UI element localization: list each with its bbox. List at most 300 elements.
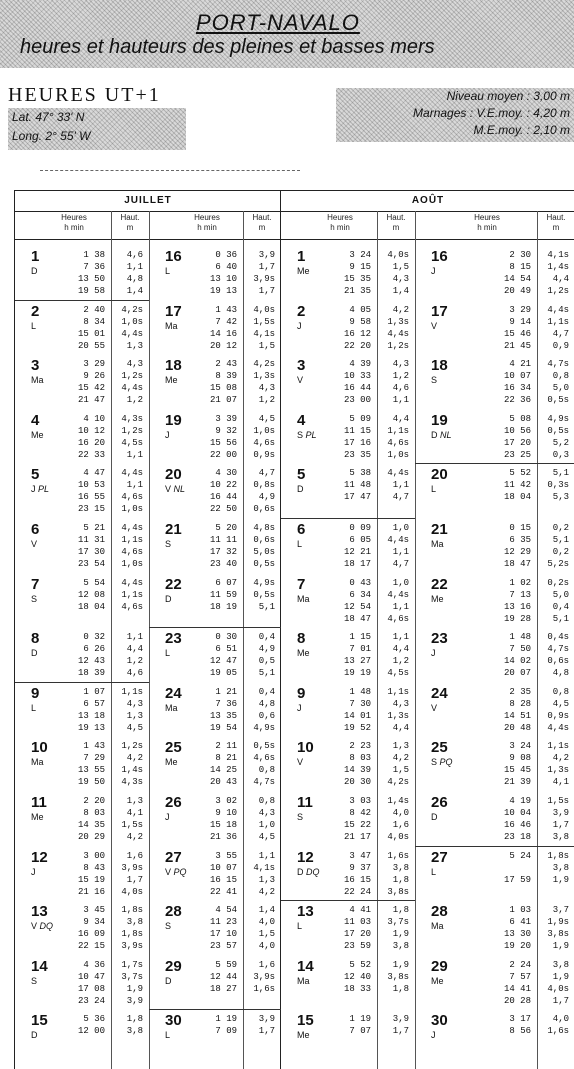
weekday: Me xyxy=(297,648,310,659)
height-column-divider xyxy=(243,211,244,1069)
tide-times: 1 07 6 57 13 18 19 13 xyxy=(77,686,105,733)
tide-times: 6 07 11 59 18 19 xyxy=(209,577,237,612)
weekday: D xyxy=(297,484,304,495)
day-label xyxy=(297,850,327,878)
day-label xyxy=(297,1013,327,1041)
tide-heights: 0,5s 4,6s 0,8 4,7s xyxy=(253,741,275,788)
weekday: Ma xyxy=(297,593,310,604)
weekday: J xyxy=(297,702,302,713)
month-header-juillet: JUILLET xyxy=(15,191,281,212)
weekday: V xyxy=(431,320,438,331)
weekday: D xyxy=(165,593,172,604)
day-number: 19 xyxy=(165,411,182,429)
day-number: 25 xyxy=(165,739,182,757)
weekday: J xyxy=(431,266,436,276)
week-separator xyxy=(15,300,149,301)
day-number: 27 xyxy=(431,848,448,866)
day-number: 15 xyxy=(297,1012,314,1030)
day-label xyxy=(431,522,461,550)
day-label xyxy=(165,904,195,932)
tide-times: 5 52 11 42 18 04 xyxy=(503,468,531,503)
day-number: 9 xyxy=(297,684,306,702)
day-label xyxy=(297,959,327,987)
tide-heights: 1,3 4,1 1,5s 4,2 xyxy=(121,796,143,842)
day-number: 30 xyxy=(165,1012,182,1030)
day-number: 2 xyxy=(297,302,306,320)
day-label xyxy=(297,577,327,605)
tide-times: 4 10 10 12 16 20 22 33 xyxy=(77,413,105,460)
col-header-haut: Haut. m xyxy=(120,213,140,232)
tide-times: 4 30 10 22 16 44 22 50 xyxy=(209,468,237,515)
tide-times: 5 52 12 40 18 33 xyxy=(343,959,371,994)
tide-times: 1 19 7 09 xyxy=(215,1014,237,1037)
weekday: Me xyxy=(165,375,178,386)
tide-heights: 0,4 4,8 0,6 4,9s xyxy=(253,686,275,733)
week-separator xyxy=(281,900,415,901)
tide-times: 3 03 8 42 15 22 21 17 xyxy=(343,796,371,842)
weekday: J xyxy=(31,866,36,877)
weekday: D xyxy=(431,812,438,822)
levels-box xyxy=(336,88,574,142)
tide-times: 2 43 8 39 15 08 21 07 xyxy=(209,359,237,406)
tide-heights: 4,0s 1,5s 4,1s 1,5 xyxy=(253,304,275,351)
day-number: 3 xyxy=(31,357,40,375)
tide-times: 1 15 7 01 13 27 19 19 xyxy=(343,632,371,679)
weekday: Me xyxy=(31,812,44,822)
day-number: 20 xyxy=(431,466,448,484)
tide-times: 3 00 8 43 15 19 21 16 xyxy=(77,850,105,897)
day-number: 20 xyxy=(165,466,182,484)
day-label xyxy=(31,904,61,932)
coordinates-box xyxy=(8,108,186,150)
month-header-aout: AOÛT xyxy=(281,191,574,212)
tide-heights: 1,0 4,4s 1,1 4,6s xyxy=(387,577,409,624)
weekday: Me xyxy=(297,266,310,276)
moon-phase: NL xyxy=(437,429,452,440)
group-divider xyxy=(149,211,150,1069)
day-label xyxy=(431,413,461,441)
weekday: S xyxy=(431,757,438,768)
day-label xyxy=(431,959,461,987)
tide-times: 3 45 9 34 16 09 22 15 xyxy=(77,905,105,952)
day-number: 28 xyxy=(165,903,182,921)
day-number: 4 xyxy=(31,411,40,429)
tide-times: 4 54 11 23 17 10 23 57 xyxy=(209,905,237,952)
tide-times: 5 09 11 15 17 16 23 35 xyxy=(343,413,371,460)
weekday: L xyxy=(431,484,437,495)
day-number: 14 xyxy=(31,957,48,975)
height-column-divider xyxy=(111,211,112,1069)
day-label xyxy=(431,304,461,332)
tide-times: 2 35 8 28 14 51 20 48 xyxy=(503,686,531,733)
tide-times: 3 29 9 26 15 42 21 47 xyxy=(77,359,105,406)
tide-heights: 1,1s 4,3 1,3s 4,4 xyxy=(387,686,409,733)
day-label xyxy=(31,850,61,878)
day-number: 13 xyxy=(31,903,48,921)
tide-heights: 3,9 1,7 xyxy=(392,1014,409,1037)
day-number: 21 xyxy=(165,521,182,538)
tide-heights: 0,4s 4,7s 0,6s 4,8 xyxy=(547,632,569,679)
weekday: V xyxy=(431,702,438,713)
weekday: D xyxy=(297,866,304,877)
day-number: 22 xyxy=(431,575,448,593)
weekday: J xyxy=(431,1030,436,1041)
moon-phase: PL xyxy=(303,429,317,440)
weekday: J xyxy=(165,812,170,822)
day-label xyxy=(431,577,461,605)
tide-heights: 1,1s 4,2 1,3s 4,1 xyxy=(547,741,569,788)
tide-heights: 4,7 0,8s 4,9 0,6s xyxy=(253,468,275,515)
tide-heights: 1,6 3,9s 1,6s xyxy=(253,959,275,994)
tide-heights: 4,7s 0,8 5,0 0,5s xyxy=(547,359,569,406)
tide-heights: 1,6 3,9s 1,7 4,0s xyxy=(121,850,143,897)
weekday: J xyxy=(31,484,36,495)
day-number: 6 xyxy=(297,521,306,538)
col-header-heures: Heures h min xyxy=(327,213,353,232)
tide-heights: 1,2s 4,2 1,4s 4,3s xyxy=(121,741,143,788)
day-label xyxy=(165,577,195,605)
weekday: L xyxy=(297,921,303,932)
tide-times: 3 39 9 32 15 56 22 00 xyxy=(209,413,237,460)
day-label xyxy=(31,577,61,605)
day-number: 21 xyxy=(431,521,448,538)
day-number: 3 xyxy=(297,357,306,375)
day-label xyxy=(431,631,461,659)
day-number: 4 xyxy=(297,411,306,429)
tide-times: 4 36 10 47 17 08 23 24 xyxy=(77,959,105,1006)
tide-heights: 4,1s 1,4s 4,4 1,2s xyxy=(547,250,569,296)
tide-heights: 1,8 3,7s 1,9 3,8 xyxy=(387,905,409,952)
weekday: V xyxy=(297,757,304,768)
tide-times: 2 11 8 21 14 25 20 43 xyxy=(209,741,237,788)
day-number: 27 xyxy=(165,848,182,866)
moon-phase: NL xyxy=(171,484,186,495)
day-number: 17 xyxy=(431,302,448,320)
tide-heights: 1,1 4,4 1,2 4,6 xyxy=(126,632,143,679)
tide-heights: 1,1 4,4 1,2 4,5s xyxy=(387,632,409,679)
tide-times: 3 24 9 15 15 35 21 35 xyxy=(343,250,371,296)
tide-heights: 3,9 1,7 xyxy=(258,1014,275,1037)
tide-times: 3 47 9 37 16 15 22 24 xyxy=(343,850,371,897)
day-label xyxy=(431,795,461,823)
day-number: 9 xyxy=(31,684,40,702)
tide-heights: 4,4s 1,1 4,6s 1,0s xyxy=(121,468,143,515)
tide-heights: 4,3 1,2 4,6 1,1 xyxy=(392,359,409,406)
tide-times: 5 54 12 08 18 04 xyxy=(77,577,105,612)
weekday: D xyxy=(31,648,38,659)
niveau-moyen: Niveau moyen : 3,00 m xyxy=(446,89,570,103)
day-number: 19 xyxy=(431,411,448,429)
tide-heights: 4,5 1,0s 4,6s 0,9s xyxy=(253,413,275,460)
day-number: 2 xyxy=(31,302,40,320)
tide-heights: 4,4s 1,1s 4,6s 1,0s xyxy=(121,523,143,569)
tide-times: 2 20 8 03 14 35 20 29 xyxy=(77,796,105,842)
weekday: D xyxy=(165,975,172,986)
tide-table xyxy=(14,190,574,1069)
tide-heights: 4,2 1,3s 4,4s 1,2s xyxy=(387,304,409,351)
tide-times: 0 09 6 05 12 21 18 17 xyxy=(343,523,371,569)
tide-heights: 4,4s 1,1s 4,6s xyxy=(121,577,143,612)
tide-heights: 1,9 3,8s 1,8 xyxy=(387,959,409,994)
longitude: Long. 2° 55' W xyxy=(12,129,91,143)
weekday: L xyxy=(165,1030,171,1041)
week-separator xyxy=(149,627,281,628)
tide-times: 1 03 6 41 13 30 19 20 xyxy=(503,905,531,952)
tide-heights: 1,5s 3,9 1,7 3,8 xyxy=(547,796,569,842)
tide-times: 4 19 10 04 16 46 23 18 xyxy=(503,796,531,842)
tide-heights: 1,4s 4,0 1,6 4,0s xyxy=(387,796,409,842)
tide-heights: 4,6 1,1 4,8 1,4 xyxy=(126,250,143,296)
day-number: 11 xyxy=(31,794,47,811)
week-separator xyxy=(149,1009,281,1010)
day-number: 6 xyxy=(31,521,40,538)
marnages: Marnages : V.E.moy. : 4,20 m xyxy=(413,106,570,120)
col-header-haut: Haut. m xyxy=(386,213,406,232)
day-number: 5 xyxy=(31,466,40,484)
day-label xyxy=(165,249,195,277)
height-column-divider xyxy=(537,211,538,1069)
tide-times: 3 29 9 14 15 46 21 45 xyxy=(503,304,531,351)
weekday: V xyxy=(165,866,172,877)
day-label xyxy=(297,904,327,932)
day-label xyxy=(165,358,195,386)
tide-heights: 1,8s 3,8 1,8s 3,9s xyxy=(121,905,143,952)
tide-times: 3 24 9 08 15 45 21 39 xyxy=(503,741,531,788)
tide-heights: 4,3s 1,2s 4,5s 1,1 xyxy=(121,413,143,460)
day-number: 24 xyxy=(165,684,182,702)
tide-times: 5 59 12 44 18 27 xyxy=(209,959,237,994)
day-number: 14 xyxy=(297,957,314,975)
weekday: Me xyxy=(165,757,178,768)
tide-heights: 4,9s 0,5s 5,2 0,3 xyxy=(547,413,569,460)
weekday: Ma xyxy=(31,757,44,768)
tide-times: 4 47 10 53 16 55 23 15 xyxy=(77,468,105,515)
day-number: 23 xyxy=(431,630,448,648)
tide-times: 1 02 7 13 13 16 19 28 xyxy=(503,577,531,624)
tide-times: 2 23 8 03 14 39 20 30 xyxy=(343,741,371,788)
day-label xyxy=(297,249,327,277)
tide-times: 4 41 11 03 17 20 23 59 xyxy=(343,905,371,952)
weekday: J xyxy=(431,648,436,659)
page-subtitle: heures et hauteurs des pleines et basses mers xyxy=(20,36,435,58)
tide-heights: 4,4 1,1s 4,6s 1,0s xyxy=(387,413,409,460)
day-label xyxy=(165,413,195,441)
day-label xyxy=(31,304,61,332)
day-label xyxy=(431,1013,461,1041)
tide-times: 4 39 10 33 16 44 23 00 xyxy=(343,359,371,406)
divider xyxy=(40,170,300,171)
tide-times: 3 02 9 10 15 18 21 36 xyxy=(209,796,237,842)
day-label xyxy=(431,904,461,932)
tide-times: 4 05 9 58 16 12 22 20 xyxy=(343,304,371,351)
day-number: 12 xyxy=(297,848,314,866)
tide-times: 5 24 17 59 xyxy=(503,850,531,885)
day-number: 18 xyxy=(165,357,182,375)
day-label xyxy=(31,1013,61,1041)
weekday: S xyxy=(431,375,438,386)
weekday: Me xyxy=(31,429,44,440)
day-label xyxy=(165,795,195,823)
day-label xyxy=(31,413,61,441)
day-number: 1 xyxy=(297,248,306,265)
weekday: Ma xyxy=(297,975,310,986)
weekday: V xyxy=(165,484,172,495)
moon-phase: PQ xyxy=(171,866,187,877)
day-label xyxy=(297,631,327,659)
day-number: 29 xyxy=(165,957,182,975)
col-header-heures: Heures h min xyxy=(474,213,500,232)
day-label xyxy=(297,413,327,441)
tide-heights: 0,8 4,3 1,0 4,5 xyxy=(258,796,275,842)
weekday: Ma xyxy=(431,921,444,932)
tide-heights: 1,4 4,0 1,5 4,0 xyxy=(258,905,275,952)
day-label xyxy=(31,686,61,714)
group-divider xyxy=(415,211,416,1069)
tide-times: 3 17 8 56 xyxy=(509,1014,531,1037)
page-title: PORT-NAVALO xyxy=(196,10,360,35)
day-number: 25 xyxy=(431,739,448,757)
day-label xyxy=(165,631,195,659)
day-label xyxy=(31,249,61,277)
week-separator xyxy=(15,682,149,683)
month-divider xyxy=(280,191,281,1069)
weekday: Ma xyxy=(431,539,444,549)
week-separator xyxy=(415,463,574,464)
tide-heights: 4,4s 1,1s 4,7 0,9 xyxy=(547,304,569,351)
tide-heights: 4,9s 0,5s 5,1 xyxy=(253,577,275,612)
day-number: 29 xyxy=(431,957,448,975)
tide-times: 0 36 6 40 13 10 19 13 xyxy=(209,250,237,296)
weekday: D xyxy=(431,429,438,440)
tide-times: 2 24 7 57 14 41 20 28 xyxy=(503,959,531,1006)
latitude: Lat. 47° 33' N xyxy=(12,110,85,124)
day-label xyxy=(297,795,327,823)
weekday: Me xyxy=(431,593,444,604)
day-label xyxy=(297,740,327,768)
tide-times: 1 21 7 36 13 35 19 54 xyxy=(209,686,237,733)
day-label xyxy=(297,522,327,550)
tide-heights: 3,7 1,9s 3,8s 1,9 xyxy=(547,905,569,952)
day-number: 16 xyxy=(431,248,448,265)
weekday: Me xyxy=(297,1030,310,1041)
day-label xyxy=(31,467,61,495)
day-number: 17 xyxy=(165,302,182,320)
weekday: Ma xyxy=(165,320,178,331)
height-column-divider xyxy=(377,211,378,1069)
tide-times: 1 43 7 29 13 55 19 50 xyxy=(77,741,105,788)
weekday: V xyxy=(31,539,38,549)
moon-phase: PQ xyxy=(437,757,453,768)
tide-heights: 4,8s 0,6s 5,0s 0,5s xyxy=(253,523,275,569)
weekday: S xyxy=(31,593,38,604)
tide-heights: 1,0 4,4s 1,1 4,7 xyxy=(387,523,409,569)
week-separator xyxy=(281,518,415,519)
day-number: 16 xyxy=(165,248,182,265)
day-number: 8 xyxy=(31,630,40,648)
tide-heights: 1,6s 3,8 1,8 3,8s xyxy=(387,850,409,897)
col-header-haut: Haut. m xyxy=(546,213,566,232)
tide-times: 1 43 7 42 14 16 20 12 xyxy=(209,304,237,351)
day-number: 18 xyxy=(431,357,448,375)
week-separator xyxy=(415,846,574,847)
day-number: 26 xyxy=(431,794,448,811)
day-number: 1 xyxy=(31,248,40,265)
tide-times: 2 40 8 34 15 01 20 55 xyxy=(77,304,105,351)
tide-heights: 1,7s 3,7s 1,9 3,9 xyxy=(121,959,143,1006)
weekday: L xyxy=(297,539,303,549)
tide-heights: 0,8 4,5 0,9s 4,4s xyxy=(547,686,569,733)
moon-phase: DQ xyxy=(303,866,320,877)
tide-times: 0 32 6 26 12 43 18 39 xyxy=(77,632,105,679)
weekday: Ma xyxy=(31,375,44,386)
day-label xyxy=(165,959,195,987)
day-label xyxy=(431,740,461,768)
tide-heights: 1,1 4,1s 1,3 4,2 xyxy=(253,850,275,897)
day-number: 26 xyxy=(165,794,182,811)
tide-heights: 4,0s 1,5 4,3 1,4 xyxy=(387,250,409,296)
tide-times: 1 48 7 30 14 01 19 52 xyxy=(343,686,371,733)
weekday: J xyxy=(165,429,170,440)
weekday: S xyxy=(297,812,304,822)
day-label xyxy=(431,850,461,878)
moon-phase: DQ xyxy=(37,921,54,932)
tide-heights: 4,2s 1,3s 4,3 1,2 xyxy=(253,359,275,406)
weekday: L xyxy=(31,702,37,713)
weekday: V xyxy=(297,375,304,386)
day-number: 23 xyxy=(165,630,182,648)
day-number: 5 xyxy=(297,466,306,484)
day-number: 12 xyxy=(31,848,48,866)
tide-times: 0 30 6 51 12 47 19 05 xyxy=(209,632,237,679)
tide-times: 5 20 11 11 17 32 23 40 xyxy=(209,523,237,569)
header-rule xyxy=(15,239,574,240)
tide-heights: 4,0 1,6s xyxy=(547,1014,569,1037)
tide-heights: 0,2 5,1 0,2 5,2s xyxy=(547,523,569,569)
day-label xyxy=(297,686,327,714)
weekday: S xyxy=(297,429,304,440)
tide-heights: 1,8 3,8 xyxy=(126,1014,143,1037)
moon-phase: PL xyxy=(35,484,50,495)
day-label xyxy=(297,304,327,332)
tide-heights: 4,3 1,2s 4,4s 1,2 xyxy=(121,359,143,406)
day-label xyxy=(297,467,327,495)
day-number: 10 xyxy=(31,739,48,757)
day-label xyxy=(165,304,195,332)
day-label xyxy=(165,522,195,550)
tide-heights: 3,8 1,9 4,0s 1,7 xyxy=(547,959,569,1006)
day-number: 10 xyxy=(297,739,314,757)
weekday: S xyxy=(165,539,172,549)
weekday: L xyxy=(31,320,37,331)
day-number: 22 xyxy=(165,575,182,593)
day-number: 7 xyxy=(31,575,40,593)
day-label xyxy=(165,467,195,495)
col-header-heures: Heures h min xyxy=(61,213,87,232)
day-number: 15 xyxy=(31,1012,48,1030)
day-number: 28 xyxy=(431,903,448,921)
weekday: Ma xyxy=(165,702,178,713)
day-label xyxy=(31,358,61,386)
weekday: D xyxy=(31,266,38,276)
day-label xyxy=(431,358,461,386)
day-number: 24 xyxy=(431,684,448,702)
day-number: 11 xyxy=(297,794,313,811)
header-band xyxy=(0,0,574,68)
day-number: 13 xyxy=(297,903,314,921)
day-label xyxy=(297,358,327,386)
day-label xyxy=(431,686,461,714)
tide-times: 3 55 10 07 16 15 22 41 xyxy=(209,850,237,897)
